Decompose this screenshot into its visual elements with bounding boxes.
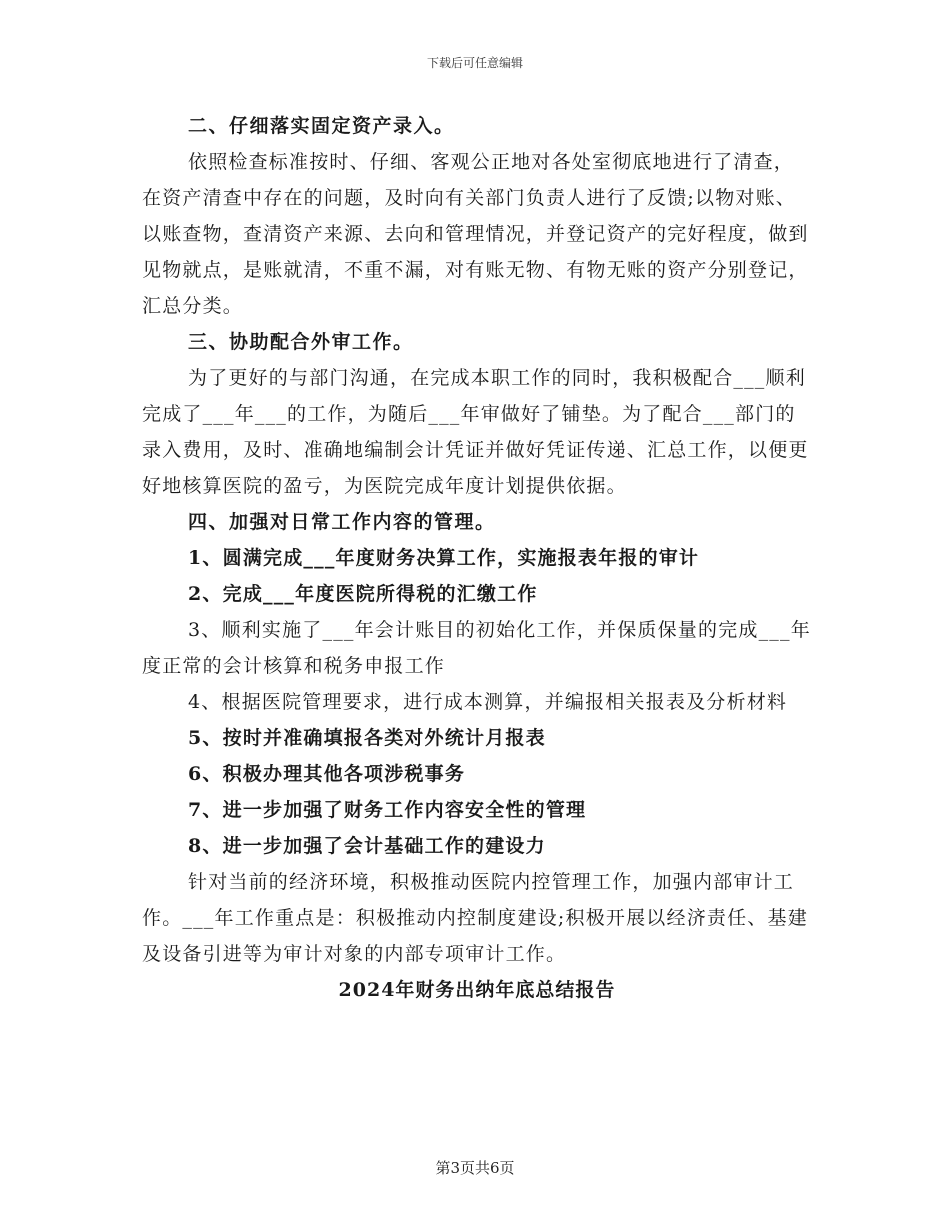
section-heading-4: 四、加强对日常工作内容的管理。 bbox=[188, 511, 496, 533]
paragraph-external-audit: 为了更好的与部门沟通，在完成本职工作的同时，我积极配合___顺利完成了___年___的工作，为随后___年审做好了铺垫。为了配合___部门的录入费用，及时、准确地编制会计凭证并做好凭证传递、汇总工作，以便更好地核算医院的盈亏，为医院完成年度计划提供依据。 bbox=[142, 367, 809, 497]
list-item-7: 7、进一步加强了财务工作内容安全性的管理 bbox=[188, 799, 587, 821]
page-header: 下载后可任意编辑 bbox=[426, 56, 523, 70]
list-item-2: 2、完成___年度医院所得税的汇缴工作 bbox=[188, 583, 538, 605]
document-body bbox=[142, 108, 812, 1008]
list-item-8: 8、进一步加强了会计基础工作的建设力 bbox=[188, 835, 546, 857]
list-item-3: 3、顺利实施了___年会计账目的初始化工作，并保质保量的完成___年度正常的会计核算和税务申报工作 bbox=[142, 619, 811, 677]
section-heading-3: 三、协助配合外审工作。 bbox=[188, 331, 414, 353]
list-item-1: 1、圆满完成___年度财务决算工作，实施报表年报的审计 bbox=[188, 547, 700, 569]
page-footer: 第3页共6页 bbox=[435, 1159, 515, 1177]
paragraph-internal-control: 针对当前的经济环境，积极推动医院内控管理工作，加强内部审计工作。___年工作重点是：积极推动内控制度建设;积极开展以经济责任、基建及设备引进等为审计对象的内部专项审计工作。 bbox=[142, 871, 808, 965]
list-item-4: 4、根据医院管理要求，进行成本测算，并编报相关报表及分析材料 bbox=[188, 691, 788, 713]
paragraph-asset-check: 依照检查标准按时、仔细、客观公正地对各处室彻底地进行了清查，在资产清查中存在的问题，及时向有关部门负责人进行了反馈;以物对账、以账查物，查清资产来源、去向和管理情况，并登记资产的完好程度，做到见物就点，是账就清，不重不漏，对有账无物、有物无账的资产分别登记，汇总分类。 bbox=[142, 151, 809, 317]
report-title: 2024年财务出纳年底总结报告 bbox=[338, 979, 616, 1001]
list-item-6: 6、积极办理其他各项涉税事务 bbox=[188, 763, 466, 785]
section-heading-2: 二、仔细落实固定资产录入。 bbox=[188, 115, 455, 137]
list-item-5: 5、按时并准确填报各类对外统计月报表 bbox=[188, 727, 546, 749]
